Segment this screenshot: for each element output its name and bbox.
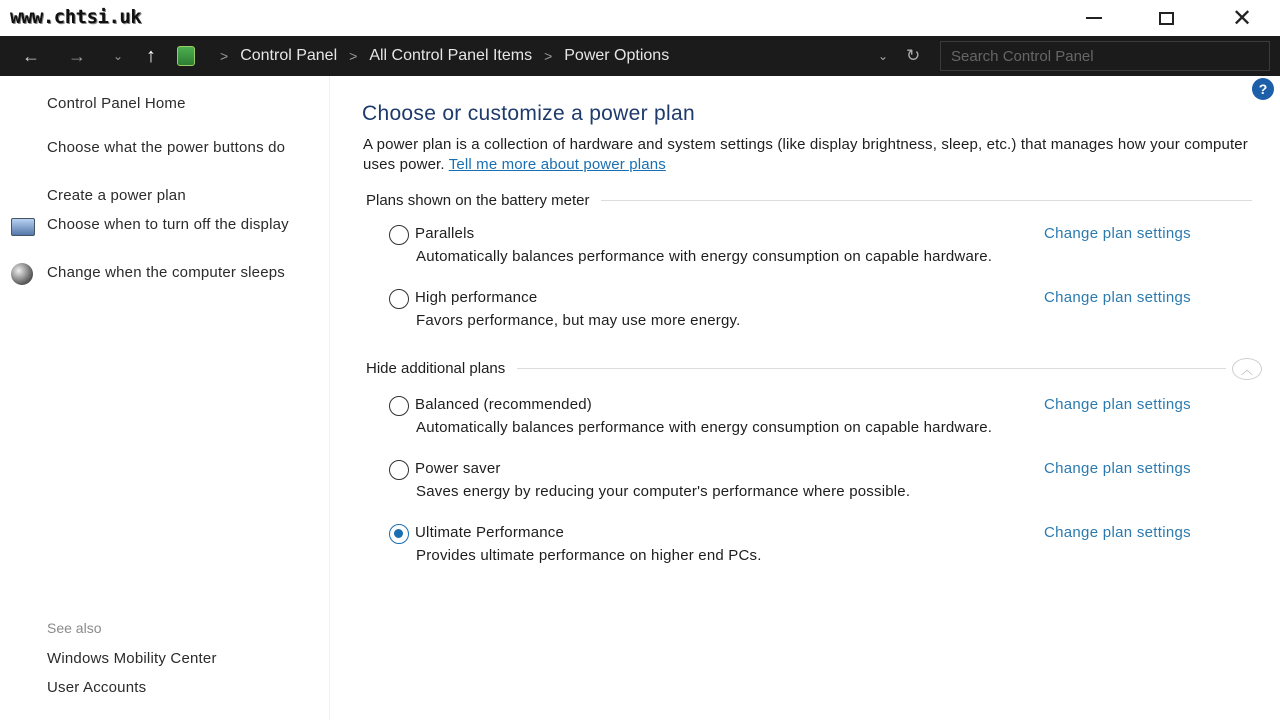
watermark-text: www.chtsi.uk xyxy=(10,6,142,28)
plan-radio-power-saver[interactable] xyxy=(389,460,409,480)
computer-sleeps-link[interactable]: Change when the computer sleeps xyxy=(47,264,286,281)
help-icon[interactable]: ? xyxy=(1252,78,1274,100)
chevron-up-icon: ︿ xyxy=(1240,362,1253,377)
change-plan-settings-link[interactable]: Change plan settings xyxy=(1044,396,1191,413)
plan-radio-ultimate-performance[interactable] xyxy=(389,524,409,544)
change-plan-settings-link[interactable]: Change plan settings xyxy=(1044,524,1191,541)
control-panel-icon xyxy=(177,46,195,66)
recent-locations-button[interactable] xyxy=(106,36,130,76)
plan-radio-parallels[interactable] xyxy=(389,225,409,245)
additional-plans-section-heading[interactable] xyxy=(366,360,1226,377)
section-divider xyxy=(601,200,1252,201)
change-plan-settings-link[interactable]: Change plan settings xyxy=(1044,225,1191,242)
breadcrumb-separator[interactable]: > xyxy=(349,48,358,64)
plan-name[interactable]: High performance xyxy=(415,289,538,306)
intro-description: A power plan is a collection of hardware and system settings (like display brightness, sleep, etc.) that manages how your computer uses power. xyxy=(363,136,1248,173)
arrow-up-icon: ↑ xyxy=(146,44,156,67)
refresh-icon: ↻ xyxy=(906,46,921,65)
control-panel-home-link[interactable]: Control Panel Home xyxy=(47,95,186,112)
plan-ultimate-performance xyxy=(388,523,1248,573)
tell-me-more-link[interactable]: Tell me more about power plans xyxy=(448,156,666,173)
back-button[interactable] xyxy=(16,36,46,76)
breadcrumb-separator: > xyxy=(220,48,229,64)
change-plan-settings-link[interactable]: Change plan settings xyxy=(1044,460,1191,477)
mobility-center-link[interactable]: Windows Mobility Center xyxy=(47,650,217,667)
battery-meter-section-heading xyxy=(366,192,1252,209)
additional-plans-section-label[interactable]: Hide additional plans xyxy=(366,360,506,377)
breadcrumb-control-panel[interactable]: Control Panel xyxy=(240,47,338,64)
change-plan-settings-link[interactable]: Change plan settings xyxy=(1044,289,1191,306)
up-button[interactable] xyxy=(138,36,164,76)
breadcrumb xyxy=(208,36,669,76)
forward-button[interactable] xyxy=(62,36,92,76)
search-input[interactable]: Search Control Panel xyxy=(940,41,1270,71)
page-title: Choose or customize a power plan xyxy=(362,102,695,125)
see-also-heading: See also xyxy=(47,620,102,636)
plan-name[interactable]: Ultimate Performance xyxy=(415,524,565,541)
turn-off-display-link[interactable]: Choose when to turn off the display xyxy=(47,216,289,233)
address-bar xyxy=(0,36,1280,76)
plan-high-performance xyxy=(388,288,1248,338)
breadcrumb-all-items[interactable]: All Control Panel Items xyxy=(369,47,533,64)
minimize-icon xyxy=(1086,17,1102,19)
chevron-down-icon: ⌄ xyxy=(878,49,889,63)
plan-description: Automatically balances performance with energy consumption on capable hardware. xyxy=(416,248,993,265)
breadcrumb-power-options[interactable]: Power Options xyxy=(564,47,670,64)
section-divider xyxy=(517,368,1226,369)
close-icon: ✕ xyxy=(1231,4,1253,32)
arrow-left-icon: ← xyxy=(22,45,40,66)
plan-parallels xyxy=(388,224,1248,274)
arrow-right-icon: → xyxy=(68,45,86,66)
display-icon xyxy=(11,218,35,236)
close-button[interactable] xyxy=(1212,0,1272,36)
plan-name[interactable]: Power saver xyxy=(415,460,501,477)
sleep-icon xyxy=(11,263,33,285)
power-buttons-link[interactable]: Choose what the power buttons do xyxy=(47,139,286,156)
address-dropdown-button[interactable] xyxy=(878,36,888,76)
refresh-button[interactable] xyxy=(906,36,920,76)
plan-radio-balanced[interactable] xyxy=(389,396,409,416)
plan-description: Automatically balances performance with energy consumption on capable hardware. xyxy=(416,419,993,436)
breadcrumb-separator[interactable]: > xyxy=(544,48,553,64)
plan-description: Provides ultimate performance on higher end PCs. xyxy=(416,547,762,564)
maximize-icon xyxy=(1159,12,1174,25)
maximize-button[interactable] xyxy=(1136,0,1196,36)
plan-name[interactable]: Balanced (recommended) xyxy=(415,396,592,413)
plan-balanced xyxy=(388,395,1248,445)
title-bar xyxy=(0,0,1280,36)
plan-description: Saves energy by reducing your computer's performance where possible. xyxy=(416,483,911,500)
plan-name[interactable]: Parallels xyxy=(415,225,475,242)
chevron-down-icon: ⌄ xyxy=(112,49,124,63)
collapse-plans-button[interactable] xyxy=(1232,358,1262,380)
create-power-plan-link[interactable]: Create a power plan xyxy=(47,187,186,204)
plan-radio-high-performance[interactable] xyxy=(389,289,409,309)
intro-text xyxy=(363,135,1253,175)
minimize-button[interactable] xyxy=(1064,0,1124,36)
user-accounts-link[interactable]: User Accounts xyxy=(47,679,147,696)
plan-description: Favors performance, but may use more energy. xyxy=(416,312,741,329)
battery-meter-section-label: Plans shown on the battery meter xyxy=(366,192,590,209)
left-pane xyxy=(0,76,330,720)
plan-power-saver xyxy=(388,459,1248,509)
